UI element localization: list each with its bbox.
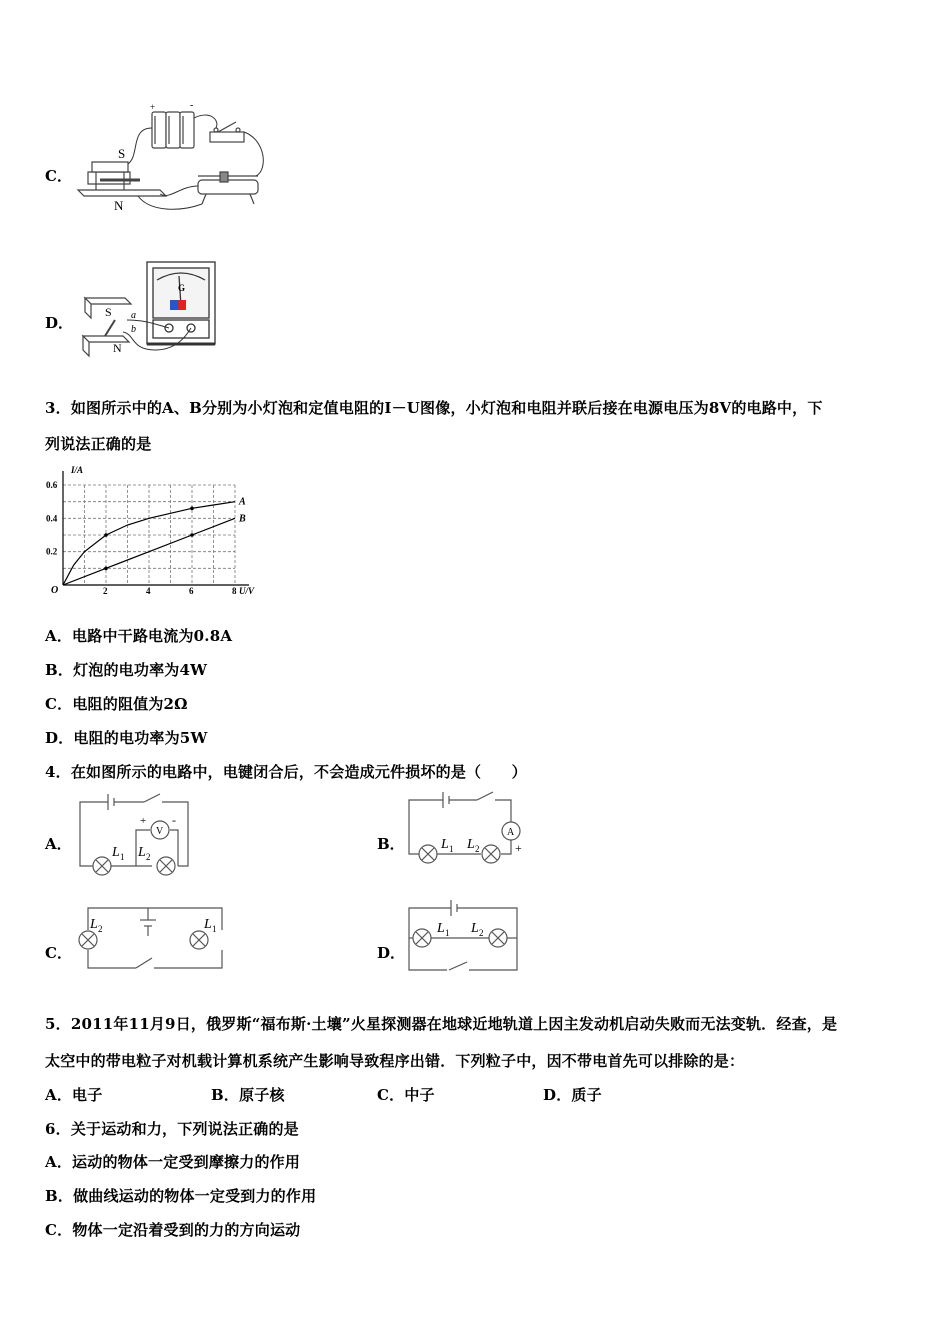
switch-icon xyxy=(210,122,244,142)
q4-label-a: A． xyxy=(45,835,72,853)
x-tick-label: 6 xyxy=(189,586,194,596)
iu-chart xyxy=(45,465,270,600)
svg-text:2: 2 xyxy=(479,928,484,938)
svg-text:L: L xyxy=(204,917,212,932)
q4-circuit-c xyxy=(72,902,232,974)
q5-option-d: D．质子 xyxy=(543,1086,602,1104)
svg-text:L: L xyxy=(441,837,449,852)
x-tick-label: 2 xyxy=(103,586,108,596)
origin-label: O xyxy=(51,585,59,596)
svg-text:L: L xyxy=(471,921,479,936)
q4-stem: 4．在如图所示的电路中，电键闭合后，不会造成元件损坏的是（ ） xyxy=(45,763,527,781)
x-tick-label: 4 xyxy=(146,586,151,596)
x-axis-label: U/V xyxy=(239,586,255,596)
q2-option-d-label: D． xyxy=(45,314,74,332)
magnet-n-label: N xyxy=(114,198,124,213)
q3-option-b: B．灯泡的电功率为4W xyxy=(45,661,208,679)
magnet-s-label: S xyxy=(105,305,112,319)
q2-option-c-label: C． xyxy=(45,167,72,185)
q5-option-a: A．电子 xyxy=(45,1086,103,1104)
y-tick-label: 0.2 xyxy=(46,546,58,557)
q6-stem: 6．关于运动和力，下列说法正确的是 xyxy=(45,1120,299,1138)
magnet-s-label: S xyxy=(118,146,126,161)
battery-minus: - xyxy=(190,100,194,111)
svg-text:A: A xyxy=(507,827,515,838)
svg-text:1: 1 xyxy=(449,844,454,854)
q5-option-c: C．中子 xyxy=(377,1086,435,1104)
series-label-B: B xyxy=(239,513,246,525)
svg-text:1: 1 xyxy=(120,852,125,862)
y-axis-label: I/A xyxy=(71,465,84,475)
wire-b-label: b xyxy=(131,324,136,335)
q2-figure-d xyxy=(75,258,225,363)
q4-label-b: B． xyxy=(377,835,405,853)
svg-text:2: 2 xyxy=(475,844,480,854)
wire-a-label: a xyxy=(131,310,136,321)
series-point-A xyxy=(190,507,194,511)
q6-option-b: B．做曲线运动的物体一定受到力的作用 xyxy=(45,1187,317,1205)
q4-label-c: C． xyxy=(45,944,72,962)
svg-text:-: - xyxy=(172,813,176,827)
q3-option-a: A．电路中干路电流为0.8A xyxy=(45,627,233,645)
svg-text:V: V xyxy=(156,826,164,837)
svg-text:L: L xyxy=(90,917,98,932)
svg-text:1: 1 xyxy=(445,928,450,938)
svg-text:L: L xyxy=(138,845,146,860)
svg-text:2: 2 xyxy=(146,852,151,862)
battery-icon xyxy=(152,112,194,148)
q4-label-d: D． xyxy=(377,944,406,962)
svg-text:L: L xyxy=(437,921,445,936)
series-label-A: A xyxy=(239,496,246,508)
battery-plus: + xyxy=(150,102,156,112)
y-tick-label: 0.6 xyxy=(46,480,58,490)
svg-text:+: + xyxy=(140,815,147,827)
galvanometer-icon xyxy=(147,262,215,344)
q2-figure-c xyxy=(70,100,270,215)
series-point-B xyxy=(104,567,108,571)
rheostat-icon xyxy=(198,172,258,204)
q3-stem-line2: 列说法正确的是 xyxy=(45,435,152,453)
q4-circuit-b xyxy=(403,790,533,882)
svg-text:L: L xyxy=(467,837,475,852)
q6-option-c: C．物体一定沿着受到的力的方向运动 xyxy=(45,1221,301,1239)
x-tick-label: 8 xyxy=(232,586,237,596)
q5-stem-line1: 5．2011年11月9日，俄罗斯“福布斯·土壤”火星探测器在地球近地轨道上因主发动机启动失败而无法变轨．经查，是 xyxy=(45,1015,838,1033)
q3-option-d: D．电阻的电功率为5W xyxy=(45,729,208,747)
q4-circuit-a xyxy=(72,790,202,882)
magnet-n-label: N xyxy=(113,341,122,355)
q4-circuit-d xyxy=(405,898,521,974)
series-point-B xyxy=(190,533,194,537)
q5-option-b: B．原子核 xyxy=(211,1086,285,1104)
q6-option-a: A．运动的物体一定受到摩擦力的作用 xyxy=(45,1153,301,1171)
series-point-A xyxy=(104,533,108,537)
svg-text:L: L xyxy=(112,845,120,860)
magnet-icon xyxy=(78,162,166,196)
q3-option-c: C．电阻的阻值为2Ω xyxy=(45,695,188,713)
y-tick-label: 0.4 xyxy=(46,513,58,524)
svg-text:1: 1 xyxy=(212,924,217,934)
galvanometer-g-label: G xyxy=(178,283,186,293)
svg-text:+: + xyxy=(515,841,522,855)
q5-stem-line2: 太空中的带电粒子对机载计算机系统产生影响导致程序出错．下列粒子中，因不带电首先可以排除的是： xyxy=(45,1052,745,1070)
svg-text:2: 2 xyxy=(98,924,103,934)
q3-stem-line1: 3．如图所示中的A、B分别为小灯泡和定值电阻的I－U图像，小灯泡和电阻并联后接在电源电压为8V的电路中，下 xyxy=(45,399,823,417)
